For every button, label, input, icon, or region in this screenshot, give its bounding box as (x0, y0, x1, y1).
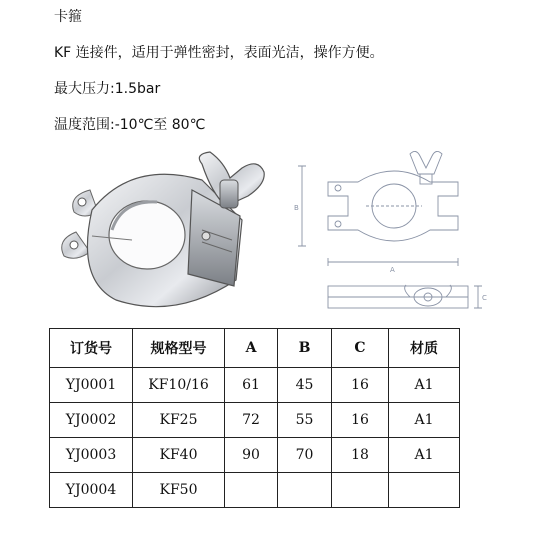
cell-order-no: YJ0004 (50, 473, 133, 508)
cell-model: KF25 (133, 403, 225, 438)
cell-a: 90 (225, 438, 278, 473)
table-row (50, 473, 460, 508)
cell-c (332, 473, 389, 508)
header-b: B (278, 329, 332, 368)
dim-a-label: A (390, 266, 395, 274)
header-a: A (225, 329, 278, 368)
header-c: C (332, 329, 389, 368)
cell-order-no: YJ0002 (50, 403, 133, 438)
dim-b-label: B (294, 204, 299, 212)
cell-b: 70 (278, 438, 332, 473)
cell-order-no: YJ0003 (50, 438, 133, 473)
cell-a: 61 (225, 368, 278, 403)
cell-model: KF50 (133, 473, 225, 508)
cell-b: 45 (278, 368, 332, 403)
cell-a (225, 473, 278, 508)
cell-order-no: YJ0001 (50, 368, 133, 403)
cell-a: 72 (225, 403, 278, 438)
cell-b (278, 473, 332, 508)
table-row (50, 403, 460, 438)
cell-material: A1 (389, 438, 460, 473)
clamp-photo (52, 150, 282, 320)
cell-material (389, 473, 460, 508)
header-model: 规格型号 (133, 329, 225, 368)
header-material: 材质 (389, 329, 460, 368)
temperature-range: 温度范围:-10℃至 80℃ (54, 117, 206, 133)
cell-c: 18 (332, 438, 389, 473)
technical-drawing (292, 146, 492, 326)
table-row (50, 368, 460, 403)
header-order-no: 订货号 (50, 329, 133, 368)
cell-c: 16 (332, 368, 389, 403)
product-description: KF 连接件，适用于弹性密封，表面光洁，操作方便。 (54, 45, 384, 61)
doc-title: 卡箍 (54, 9, 82, 25)
max-pressure: 最大压力:1.5bar (54, 81, 161, 97)
dim-c-label: C (482, 294, 487, 302)
cell-model: KF10/16 (133, 368, 225, 403)
table-row (50, 438, 460, 473)
table-header-row (50, 329, 460, 368)
cell-model: KF40 (133, 438, 225, 473)
cell-c: 16 (332, 403, 389, 438)
spec-table (49, 328, 460, 508)
cell-material: A1 (389, 368, 460, 403)
cell-material: A1 (389, 403, 460, 438)
cell-b: 55 (278, 403, 332, 438)
